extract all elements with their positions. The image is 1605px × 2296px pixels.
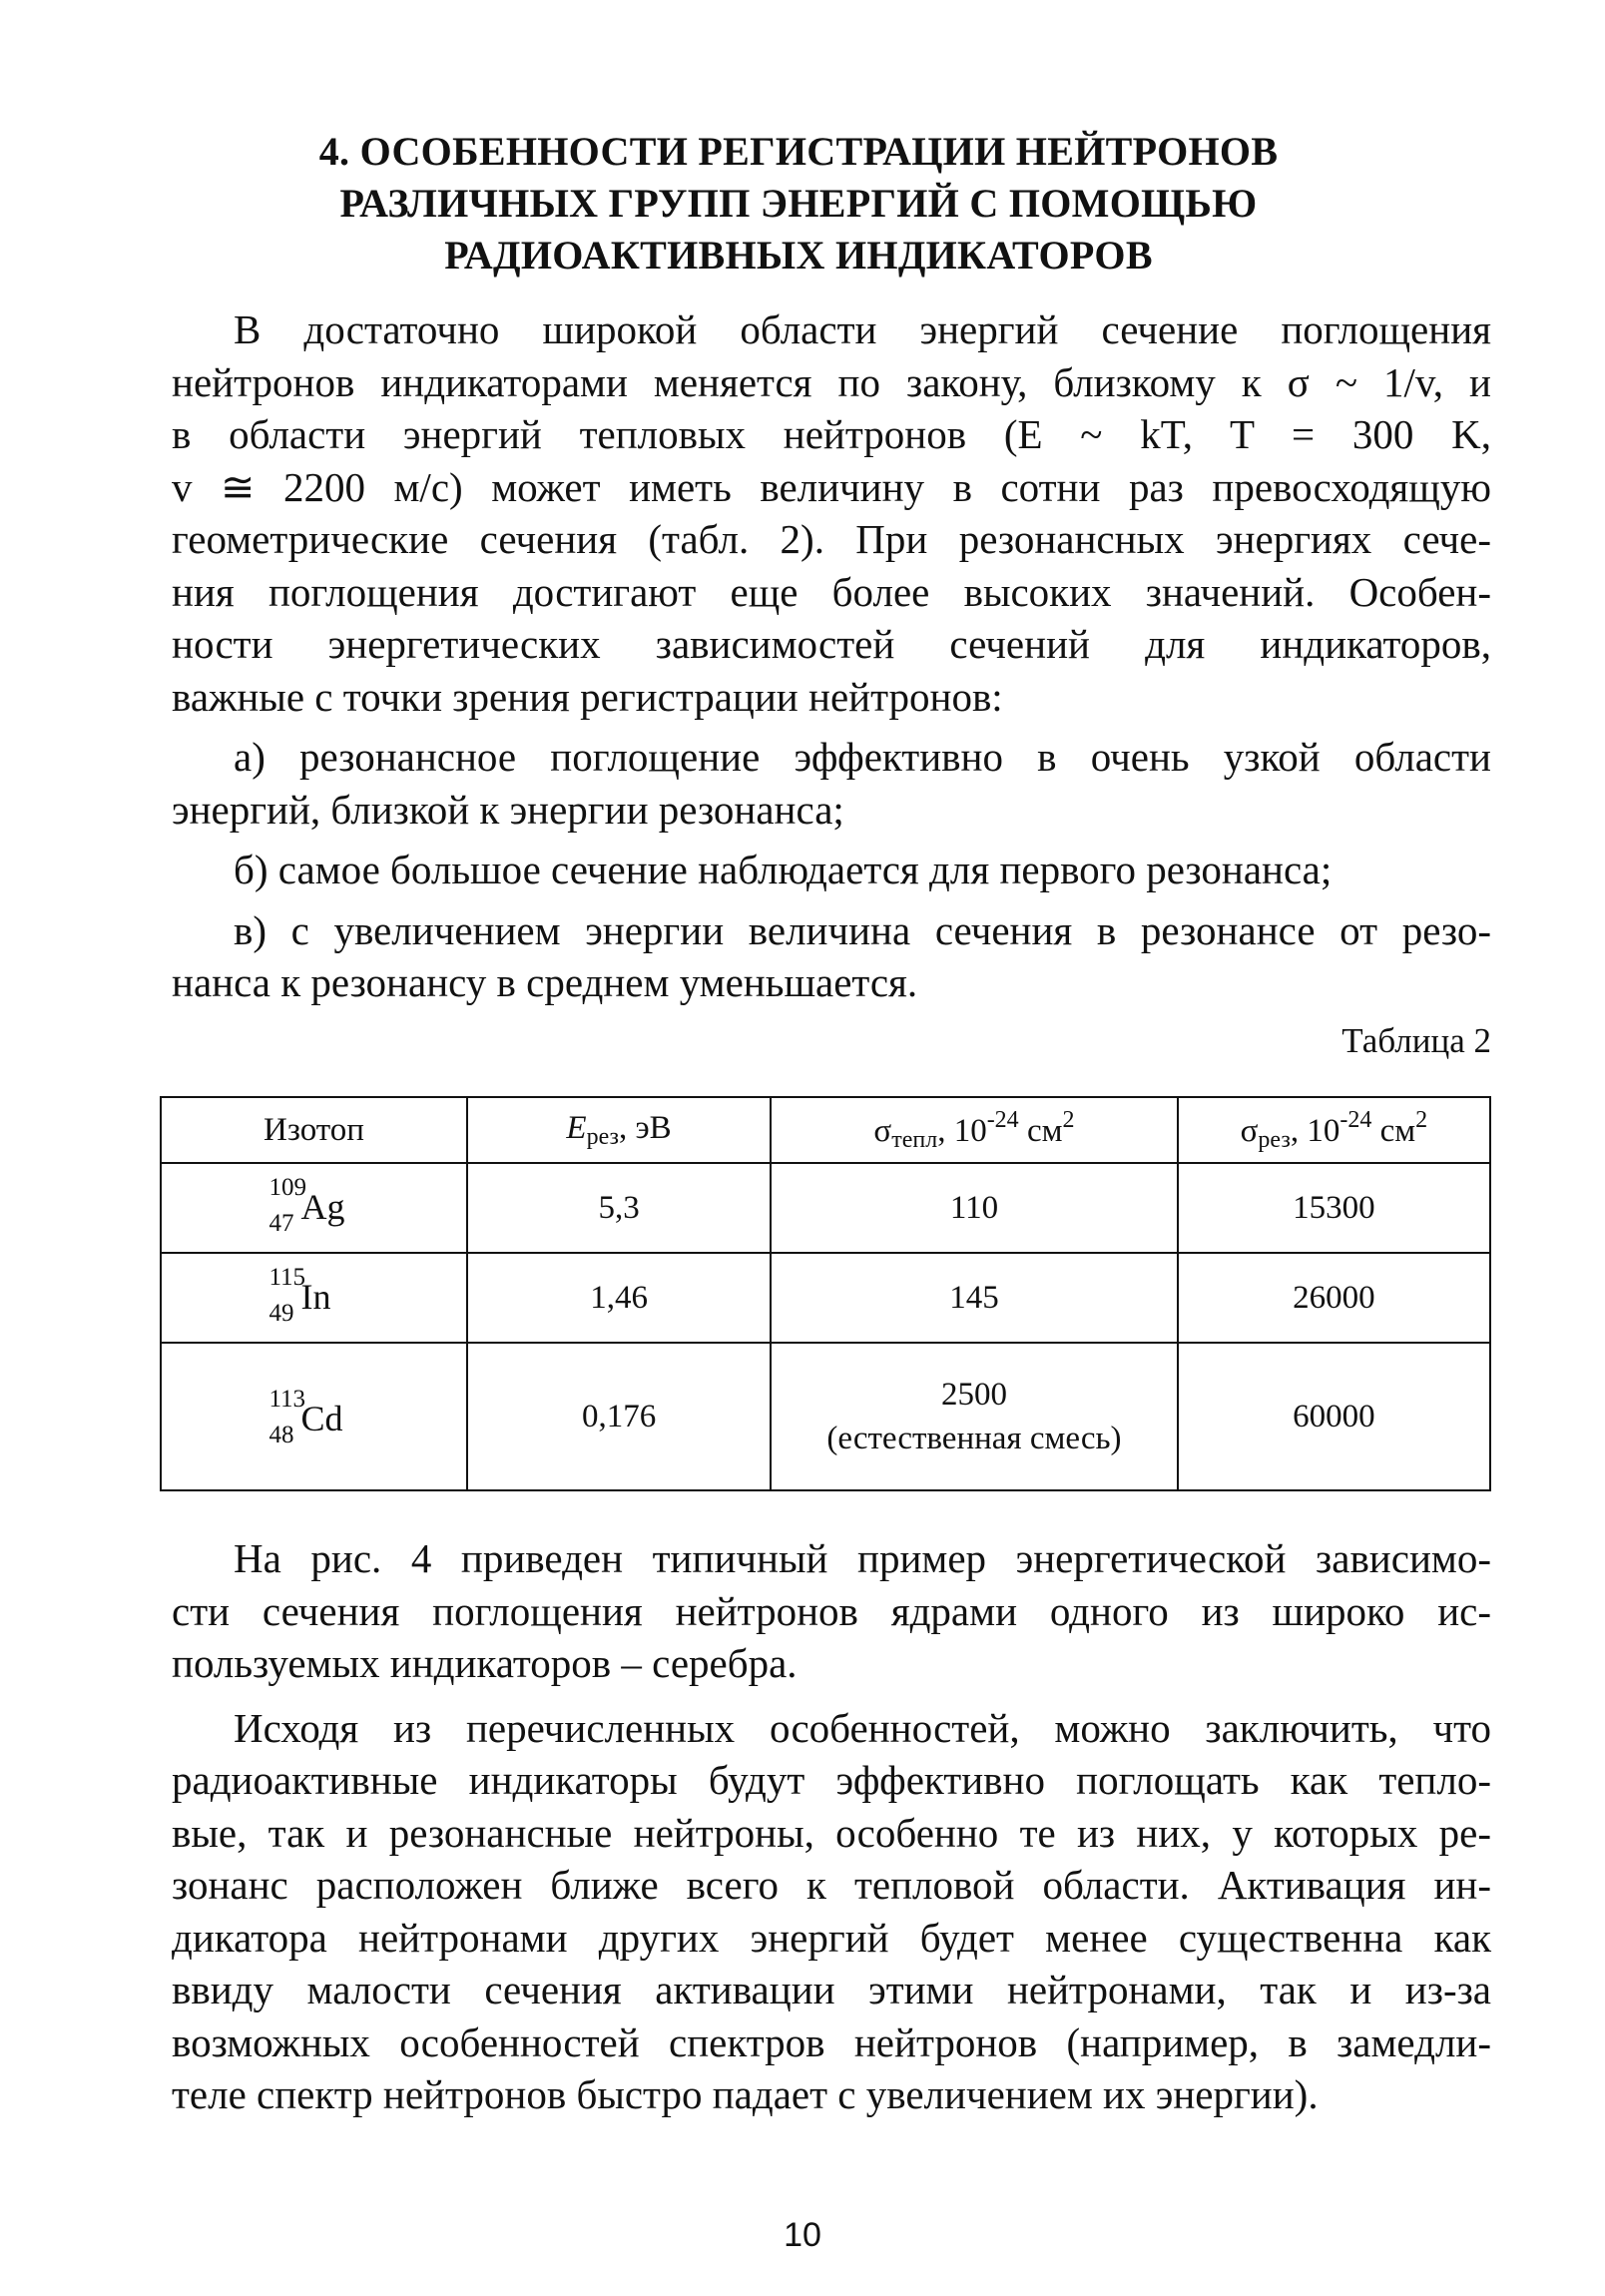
resonance-energy-cell: 5,3 — [467, 1163, 771, 1253]
isotope-cell — [161, 1343, 467, 1490]
header-symbol: σ — [1240, 1112, 1259, 1149]
figure-reference-paragraph — [172, 1532, 1491, 1690]
text-line: энергий, близкой к энергии резонанса; — [172, 786, 844, 833]
header-base: , 10 — [1290, 1112, 1340, 1149]
header-subscript: тепл — [891, 1126, 938, 1153]
table-row — [161, 1163, 1490, 1253]
text-line: б) самое большое сечение наблюдается для первого резонанса; — [234, 847, 1333, 892]
header-symbol: E — [566, 1109, 587, 1146]
atomic-number: 48 — [268, 1422, 294, 1448]
resonance-energy-cell: 1,46 — [467, 1253, 771, 1343]
text-line: вые, так и резонансные нейтроны, особенно те из них, у которых ре- — [172, 1809, 1491, 1856]
text-line: В достаточно широкой области энергий сечение поглощения — [234, 306, 1491, 352]
heading-line: РАДИОАКТИВНЫХ ИНДИКАТОРОВ — [444, 233, 1153, 278]
text-line: геометрические сечения (табл. 2). При резонансных энергиях сече- — [172, 516, 1491, 562]
header-unit-exponent: 2 — [1415, 1106, 1428, 1133]
header-subscript: рез — [586, 1123, 620, 1150]
table-row — [161, 1343, 1490, 1490]
thermal-value: 2500 — [940, 1377, 1007, 1413]
text-line: пользуемых индикаторов – серебра. — [172, 1640, 798, 1686]
header-resonance-energy — [467, 1097, 771, 1163]
text-line: ности энергетических зависимостей сечений для индикаторов, — [172, 621, 1491, 667]
isotope-cell — [161, 1163, 467, 1253]
isotope-table — [160, 1096, 1491, 1491]
element-symbol: Cd — [300, 1399, 343, 1438]
text-line: ния поглощения достигают еще более высоких значений. Особен- — [172, 568, 1491, 615]
text-line: v ≅ 2200 м/с) может иметь величину в сотни раз превосходящую — [172, 463, 1491, 510]
text-line: На рис. 4 приведен типичный пример энергетической зависимо- — [234, 1535, 1491, 1581]
header-subscript: рез — [1258, 1126, 1291, 1153]
text-line: радиоактивные индикаторы будут эффективно поглощать как тепло- — [172, 1757, 1491, 1803]
text-line: а) резонансное поглощение эффективно в очень узкой области — [234, 734, 1491, 780]
resonance-cross-section-cell: 26000 — [1178, 1253, 1490, 1343]
header-base: , 10 — [937, 1112, 987, 1149]
conclusion-paragraph — [172, 1702, 1491, 2121]
element-symbol: Ag — [300, 1187, 345, 1227]
table-row — [161, 1253, 1490, 1343]
text-line: дикатора нейтронами других энергий будет менее существенна как — [172, 1914, 1491, 1961]
atomic-number: 49 — [268, 1300, 294, 1327]
list-item-c — [172, 904, 1491, 1009]
text-line: теле спектр нейтронов быстро падает с увеличением их энергии). — [172, 2071, 1319, 2117]
heading-line: 4. ОСОБЕННОСТИ РЕГИСТРАЦИИ НЕЙТРОНОВ — [318, 129, 1279, 174]
element-symbol: In — [300, 1277, 331, 1317]
text-line: Исходя из перечисленных особенностей, можно заключить, что — [234, 1704, 1491, 1751]
header-unit: см — [1018, 1112, 1063, 1149]
text-line: в) с увеличением энергии величина сечения в резонансе от резо- — [234, 906, 1491, 953]
resonance-cross-section-cell: 15300 — [1178, 1163, 1490, 1253]
header-exponent: -24 — [1339, 1106, 1372, 1133]
header-unit-exponent: 2 — [1062, 1106, 1075, 1133]
page-number: 10 — [784, 2216, 821, 2254]
nuclide-notation — [249, 1173, 378, 1243]
text-line: зонанс расположен ближе всего к тепловой области. Активация ин- — [172, 1862, 1491, 1908]
isotope-cell — [161, 1253, 467, 1343]
text-line: сти сечения поглощения нейтронов ядрами одного из широко ис- — [172, 1587, 1491, 1634]
atomic-number: 47 — [268, 1210, 294, 1237]
list-item-a — [172, 731, 1491, 836]
header-thermal-cross-section — [771, 1097, 1178, 1163]
text-line: нейтронов индикаторами меняется по закону, близкому к σ ~ 1/v, и — [172, 358, 1491, 405]
conclusion-text-block — [172, 1532, 1491, 2121]
nuclide-notation — [249, 1385, 378, 1454]
mass-number: 109 — [268, 1174, 306, 1201]
nuclide-notation — [249, 1263, 378, 1333]
section-heading — [170, 126, 1427, 282]
resonance-energy-cell: 0,176 — [467, 1343, 771, 1490]
heading-line: РАЗЛИЧНЫХ ГРУПП ЭНЕРГИЙ С ПОМОЩЬЮ — [339, 181, 1258, 226]
mass-number: 113 — [268, 1386, 306, 1413]
text-line: важные с точки зрения регистрации нейтронов: — [172, 673, 1003, 720]
mass-number: 115 — [268, 1264, 306, 1291]
header-unit: , эВ — [619, 1109, 672, 1146]
thermal-cross-section-cell: 145 — [771, 1253, 1178, 1343]
intro-paragraph — [172, 303, 1491, 723]
header-unit: см — [1371, 1112, 1416, 1149]
intro-text-block — [172, 303, 1491, 1009]
text-line: ввиду малости сечения активации этими нейтронами, так и из-за — [172, 1967, 1491, 2012]
thermal-note: (естественная смесь) — [826, 1421, 1122, 1456]
resonance-cross-section-cell: 60000 — [1178, 1343, 1490, 1490]
header-exponent: -24 — [986, 1106, 1019, 1133]
thermal-cross-section-cell: 110 — [771, 1163, 1178, 1253]
thermal-cross-section-cell — [771, 1343, 1178, 1490]
header-symbol: σ — [873, 1112, 892, 1149]
text-line: нанса к резонансу в среднем уменьшается. — [172, 959, 918, 1005]
header-resonance-cross-section — [1178, 1097, 1490, 1163]
table-header-row — [161, 1097, 1490, 1163]
table-caption: Таблица 2 — [1341, 1021, 1491, 1060]
list-item-b — [172, 844, 1491, 896]
text-line: возможных особенностей спектров нейтронов (например, в замедли- — [172, 2018, 1491, 2065]
header-isotope: Изотоп — [161, 1097, 467, 1163]
text-line: в области энергий тепловых нейтронов (E ~ kT, T = 300 K, — [172, 411, 1491, 457]
